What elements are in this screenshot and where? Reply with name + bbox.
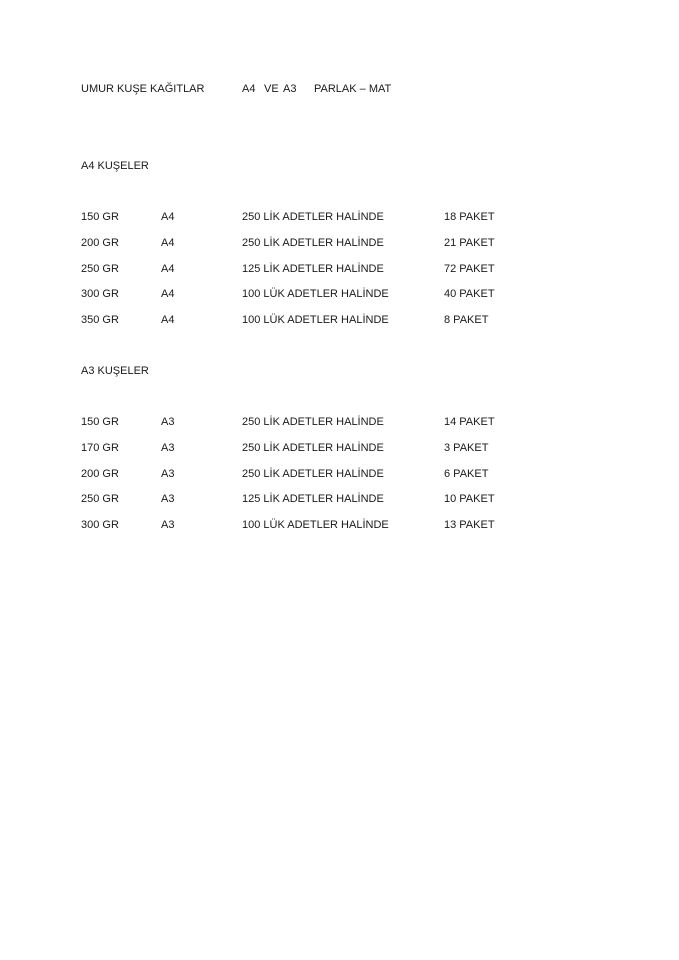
size-cell: A3 xyxy=(161,519,175,531)
qty-cell: 6 PAKET xyxy=(444,468,489,480)
qty-cell: 18 PAKET xyxy=(444,211,495,223)
size-cell: A3 xyxy=(161,416,175,428)
weight-cell: 250 GR xyxy=(81,493,119,505)
company-title: UMUR KUŞE KAĞITLAR xyxy=(81,83,205,95)
size-cell: A4 xyxy=(161,314,175,326)
table-row xyxy=(0,492,679,506)
pack-cell: 100 LÜK ADETLER HALİNDE xyxy=(242,519,389,531)
pack-cell: 125 LİK ADETLER HALİNDE xyxy=(242,263,384,275)
qty-cell: 21 PAKET xyxy=(444,237,495,249)
qty-cell: 40 PAKET xyxy=(444,288,495,300)
pack-cell: 250 LİK ADETLER HALİNDE xyxy=(242,237,384,249)
table-row xyxy=(0,518,679,532)
table-row xyxy=(0,210,679,224)
finish-label: PARLAK – MAT xyxy=(314,83,392,95)
size-cell: A4 xyxy=(161,237,175,249)
weight-cell: 150 GR xyxy=(81,416,119,428)
pack-cell: 125 LİK ADETLER HALİNDE xyxy=(242,493,384,505)
size-cell: A4 xyxy=(161,288,175,300)
size-cell: A3 xyxy=(161,468,175,480)
weight-cell: 150 GR xyxy=(81,211,119,223)
section-title-a4: A4 KUŞELER xyxy=(81,160,149,172)
weight-cell: 300 GR xyxy=(81,519,119,531)
table-row xyxy=(0,287,679,301)
section-title-a3: A3 KUŞELER xyxy=(81,365,149,377)
weight-cell: 350 GR xyxy=(81,314,119,326)
pack-cell: 100 LÜK ADETLER HALİNDE xyxy=(242,288,389,300)
qty-cell: 3 PAKET xyxy=(444,442,489,454)
qty-cell: 13 PAKET xyxy=(444,519,495,531)
weight-cell: 200 GR xyxy=(81,468,119,480)
weight-cell: 300 GR xyxy=(81,288,119,300)
table-row xyxy=(0,262,679,276)
weight-cell: 170 GR xyxy=(81,442,119,454)
weight-cell: 250 GR xyxy=(81,263,119,275)
size-cell: A3 xyxy=(161,442,175,454)
size-cell: A3 xyxy=(161,493,175,505)
qty-cell: 10 PAKET xyxy=(444,493,495,505)
pack-cell: 250 LİK ADETLER HALİNDE xyxy=(242,442,384,454)
qty-cell: 72 PAKET xyxy=(444,263,495,275)
table-row xyxy=(0,441,679,455)
table-row xyxy=(0,467,679,481)
size-ve-label: VE xyxy=(264,83,279,95)
pack-cell: 250 LİK ADETLER HALİNDE xyxy=(242,468,384,480)
size-cell: A4 xyxy=(161,263,175,275)
size-a4-label: A4 xyxy=(242,83,256,95)
table-row xyxy=(0,313,679,327)
qty-cell: 8 PAKET xyxy=(444,314,489,326)
pack-cell: 250 LİK ADETLER HALİNDE xyxy=(242,211,384,223)
weight-cell: 200 GR xyxy=(81,237,119,249)
table-row xyxy=(0,415,679,429)
size-a3-label: A3 xyxy=(283,83,297,95)
qty-cell: 14 PAKET xyxy=(444,416,495,428)
table-row xyxy=(0,236,679,250)
size-cell: A4 xyxy=(161,211,175,223)
pack-cell: 250 LİK ADETLER HALİNDE xyxy=(242,416,384,428)
pack-cell: 100 LÜK ADETLER HALİNDE xyxy=(242,314,389,326)
